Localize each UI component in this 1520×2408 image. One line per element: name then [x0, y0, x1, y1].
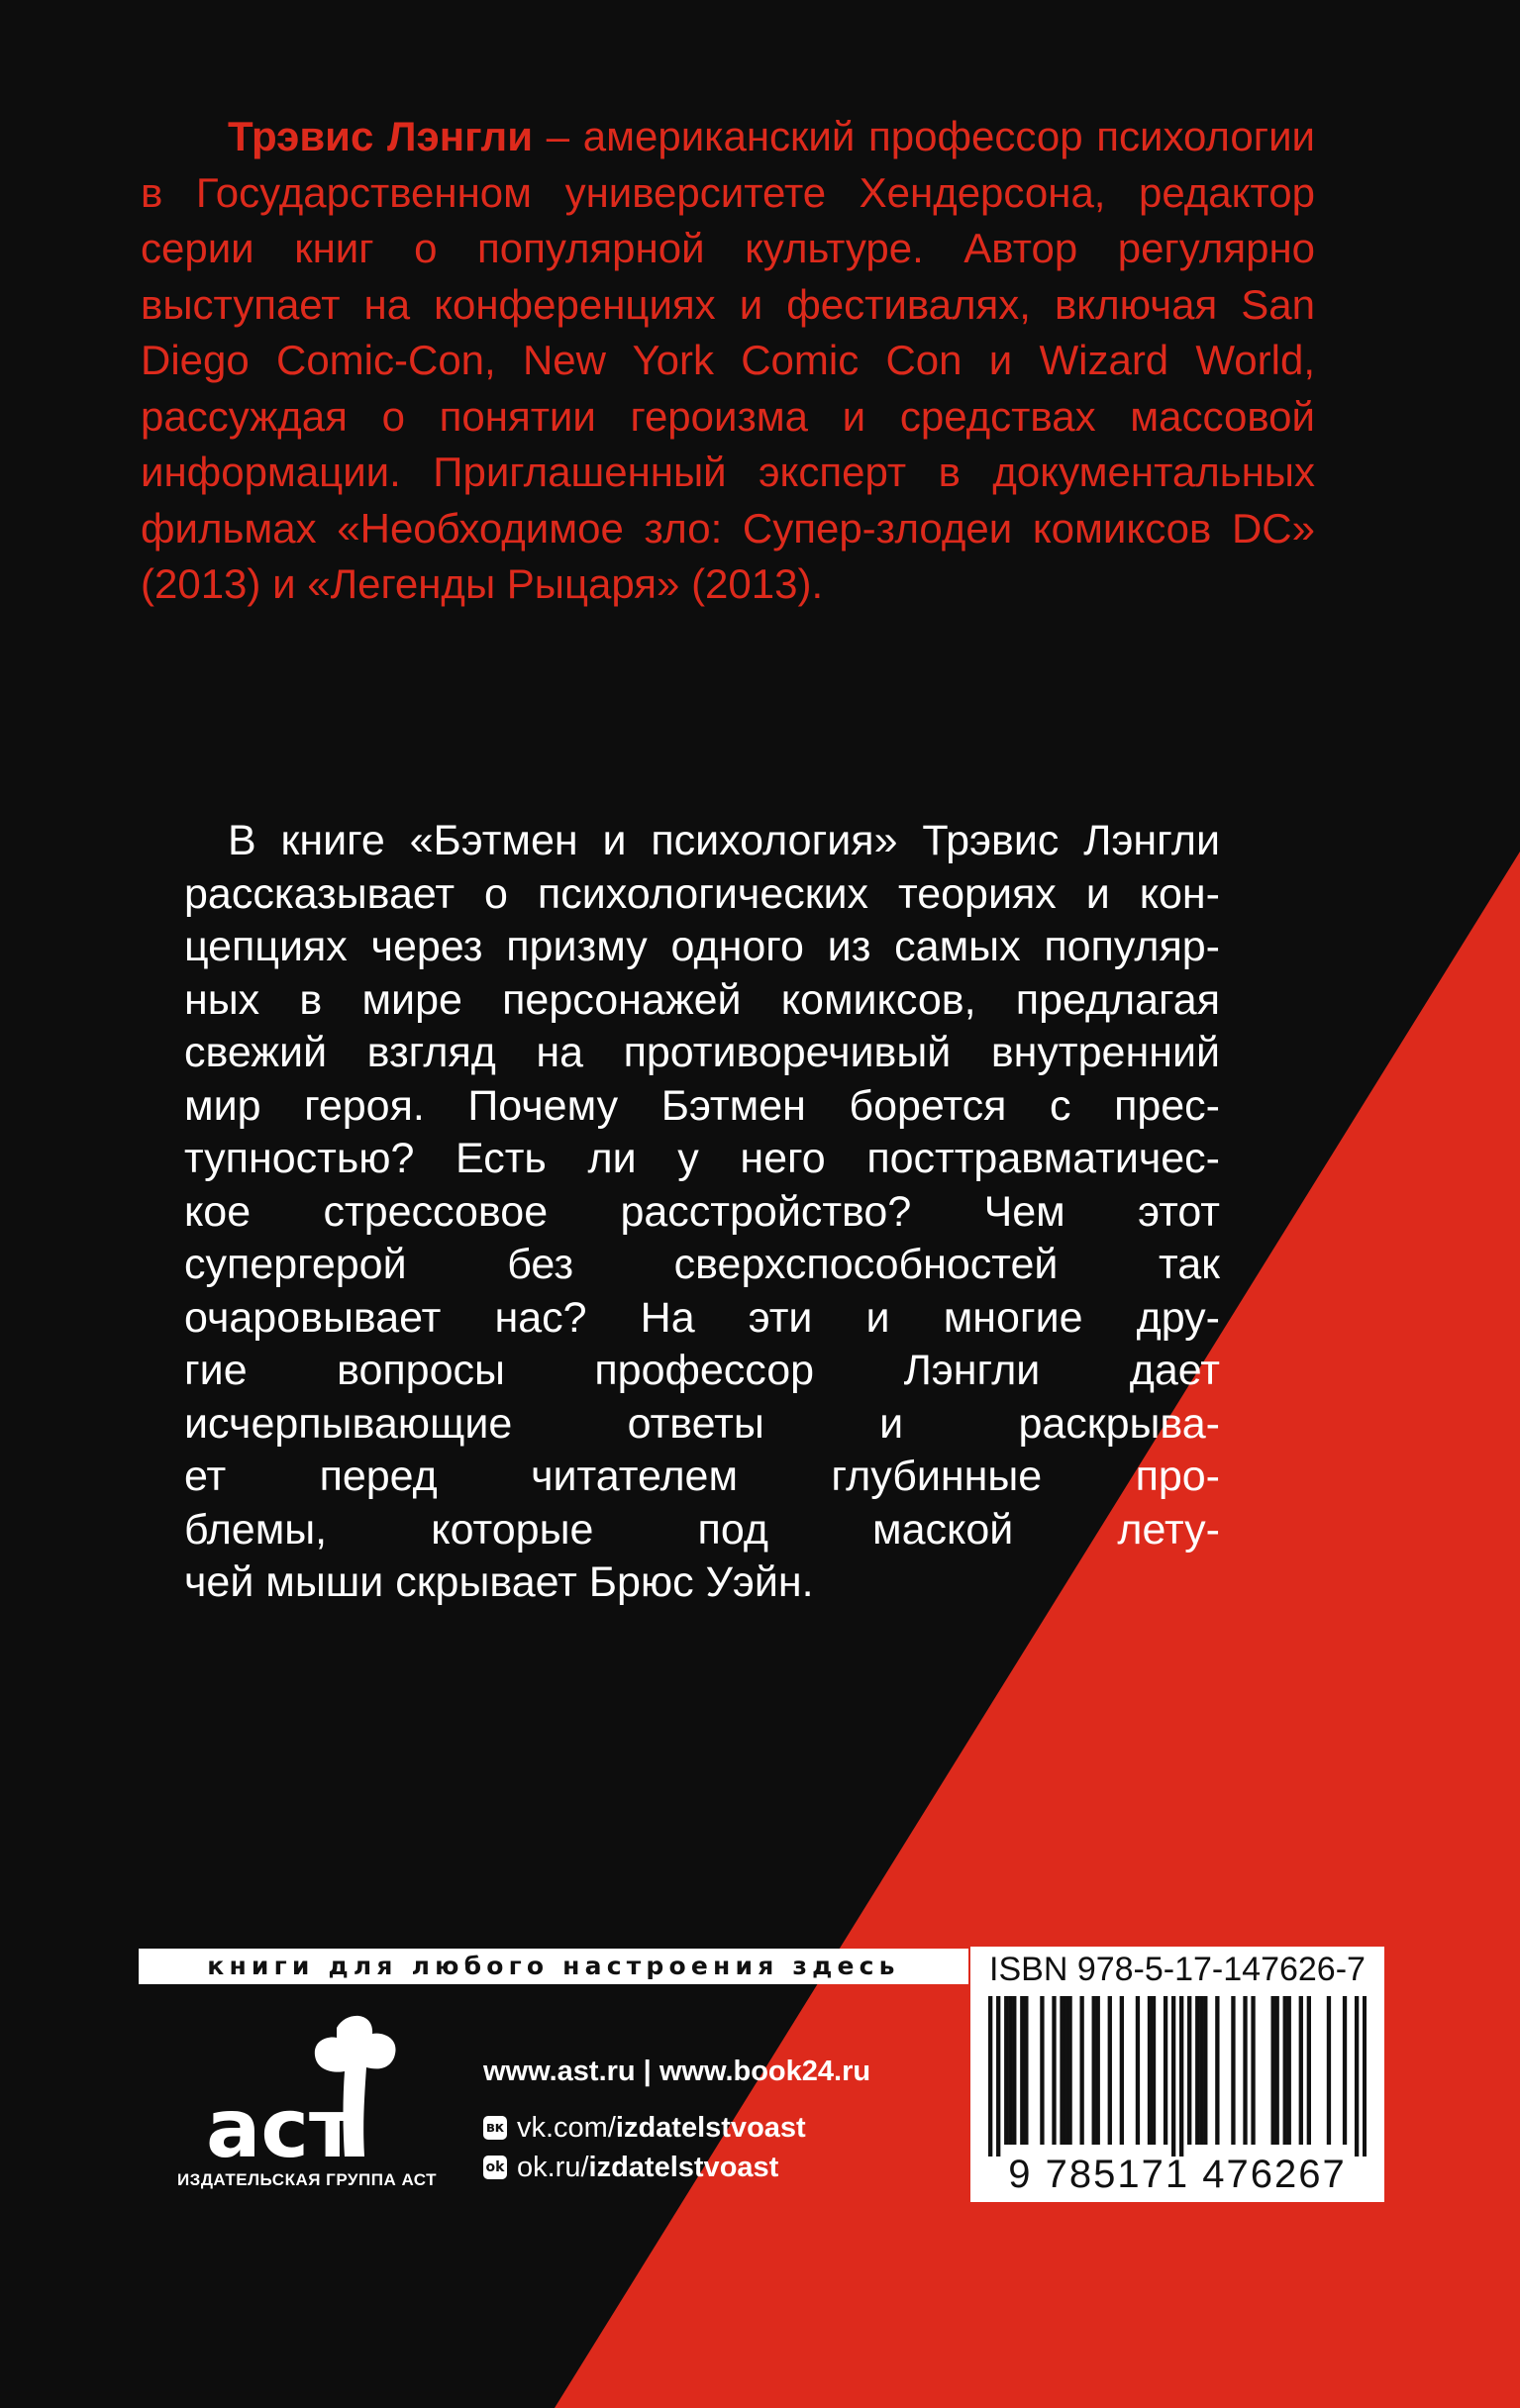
barcode-bar — [1008, 1996, 1012, 2145]
barcode-bar — [1231, 1996, 1235, 2145]
barcode-bar — [1136, 1996, 1140, 2145]
barcode-bar — [1108, 1996, 1112, 2145]
barcode-bar — [1203, 1996, 1207, 2145]
publisher-caption: ИЗДАТЕЛЬСКАЯ ГРУППА АСТ — [176, 2170, 438, 2189]
description-line: гие вопросы профессор Лэнгли дает — [184, 1347, 1220, 1394]
publisher-websites[interactable]: www.ast.ru | www.book24.ru — [483, 2056, 871, 2087]
description-line: чей мыши скрывает Брюс Уэйн. — [184, 1558, 814, 1606]
logo-lettering: аст — [206, 2082, 356, 2176]
barcode-bar — [1327, 1996, 1331, 2145]
description-line: кое стрессовое расстройство? Чем этот — [184, 1187, 1220, 1236]
barcode-bar — [1343, 1996, 1347, 2145]
description-line: очаровывает нас? На эти и многие дру- — [184, 1293, 1220, 1342]
barcode-bar — [1040, 1996, 1044, 2145]
barcode-bar — [1171, 1996, 1175, 2157]
barcode — [988, 1996, 1367, 2157]
barcode-bar — [1251, 1996, 1255, 2145]
description-line: супергерой без сверхспособностей так — [184, 1241, 1220, 1288]
description-line: тупностью? Есть ли у него посттравматичес- — [184, 1135, 1220, 1182]
ast-logo — [198, 2008, 411, 2176]
barcode-bar — [1052, 1996, 1056, 2145]
description-line: цепциях через призму одного из самых популяр- — [184, 923, 1220, 970]
odnoklassniki-icon: ok — [483, 2156, 507, 2179]
barcode-bar — [1299, 1996, 1303, 2145]
barcode-bar — [1120, 1996, 1124, 2145]
ok-link[interactable] — [483, 2148, 870, 2187]
description-line: мир героя. Почему Бэтмен борется с прес- — [184, 1081, 1220, 1130]
isbn-label: ISBN 978-5-17-147626-7 — [989, 1951, 1366, 1988]
description-line: свежий взгляд на противоречивый внутренний — [184, 1029, 1220, 1076]
barcode-bar — [1283, 1996, 1287, 2145]
barcode-bar — [1270, 1996, 1274, 2145]
barcode-bar — [1148, 1996, 1152, 2145]
barcode-bar — [1004, 1996, 1008, 2145]
barcode-bar — [1195, 1996, 1199, 2145]
barcode-bar — [1355, 1996, 1359, 2157]
barcode-bar — [1024, 1996, 1028, 2145]
barcode-bar — [1152, 1996, 1156, 2145]
author-name: Трэвис Лэнгли — [228, 113, 534, 159]
description-line: рассказывает о психологических теориях и кон- — [184, 869, 1220, 918]
description-line: ет перед читателем глубинные про- — [184, 1453, 1220, 1500]
barcode-bar — [1060, 1996, 1064, 2145]
barcode-bar — [1067, 1996, 1071, 2145]
barcode-bar — [1275, 1996, 1279, 2145]
barcode-bar — [1187, 1996, 1191, 2145]
description-line: исчерпывающие ответы и раскрыва- — [184, 1399, 1220, 1448]
barcode-bar — [1079, 1996, 1083, 2145]
barcode-bar — [1287, 1996, 1291, 2145]
description-line: блемы, которые под маской лету- — [184, 1505, 1220, 1554]
book-description — [184, 815, 1220, 1610]
barcode-bar — [996, 1996, 1000, 2157]
vk-link[interactable] — [483, 2108, 870, 2148]
barcode-bar — [1064, 1996, 1067, 2145]
vk-icon: вк — [483, 2116, 507, 2140]
author-bio-text: – американский профессор психологии в Государственном университете Хендерсона, редактор серии книг о популярной культуре. Автор регулярно выступает на конференциях и фестивалях, включая San Diego Comic-Con, New York Comic Con и Wizard World, рассуждая о понятии героизма и средствах массовой информации. Приглашенный эксперт в документальных фильмах «Необходимое зло: Супер-злодеи комиксов DC» (2013) и «Легенды Рыцаря» (2013). — [141, 113, 1316, 607]
description-line: В книге «Бэтмен и психология» Трэвис Лэнгли — [228, 817, 1220, 864]
barcode-bar — [988, 1996, 992, 2157]
vk-handle: izdatelstvoast — [615, 2111, 806, 2144]
author-bio — [141, 109, 1315, 613]
barcode-bar — [1363, 1996, 1367, 2157]
barcode-bar — [1307, 1996, 1311, 2145]
barcode-bar — [1092, 1996, 1096, 2145]
isbn-digits: 9 785171 476267 — [1008, 2153, 1347, 2196]
ok-prefix: ok.ru/ — [517, 2151, 589, 2183]
barcode-bar — [1243, 1996, 1247, 2145]
barcode-bar — [1012, 1996, 1016, 2145]
barcode-bar — [1215, 1996, 1219, 2145]
barcode-bar — [1199, 1996, 1203, 2145]
vk-prefix: vk.com/ — [517, 2111, 616, 2144]
barcode-bar — [1096, 1996, 1100, 2145]
barcode-bar — [1164, 1996, 1167, 2145]
description-line: ных в мире персонажей комиксов, предлагая — [184, 975, 1220, 1024]
slogan-bar: книги для любого настроения здесь — [139, 1949, 968, 1984]
barcode-bar — [1179, 1996, 1183, 2157]
isbn-barcode-block — [970, 1947, 1384, 2202]
barcode-bar — [1020, 1996, 1024, 2145]
ok-handle: izdatelstvoast — [588, 2151, 779, 2183]
publisher-links — [483, 2056, 870, 2187]
